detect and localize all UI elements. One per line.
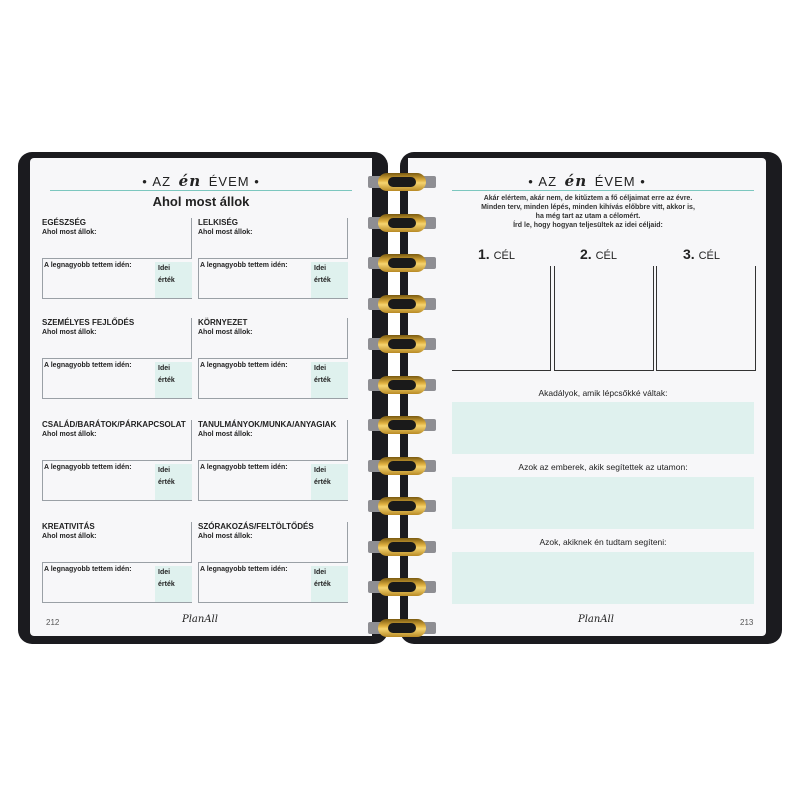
planall-logo: PlanAll — [182, 614, 218, 625]
yearly-value-line2: érték — [158, 277, 175, 284]
helped-label: Azok, akiknek én tudtam segíteni: — [539, 537, 667, 547]
box-vertical-line — [347, 218, 348, 258]
biggest-achievement-label: A legnagyobb tettem idén: — [44, 566, 132, 573]
area-title: EGÉSZSÉG — [42, 218, 87, 227]
spiral-ring — [368, 457, 436, 475]
goal-1-writing-area[interactable] — [452, 266, 551, 371]
current-state-label: Ahol most állok: — [198, 329, 253, 336]
area-box[interactable] — [42, 218, 192, 303]
yearly-value-line2: érték — [314, 479, 331, 486]
biggest-achievement-label: A legnagyobb tettem idén: — [44, 362, 132, 369]
yearly-value-line2: érték — [158, 377, 175, 384]
area-box[interactable] — [42, 522, 192, 607]
box-vertical-line — [347, 420, 348, 460]
current-state-label: Ahol most állok: — [42, 229, 97, 236]
current-state-label: Ahol most állok: — [198, 229, 253, 236]
current-state-label: Ahol most állok: — [42, 329, 97, 336]
yearly-value-cell[interactable] — [155, 566, 192, 602]
obstacles-label: Akadályok, amik lépcsőkké váltak: — [538, 388, 668, 398]
ring-gap — [388, 339, 416, 349]
box-bottom-line — [198, 602, 348, 603]
box-bottom-line — [198, 500, 348, 501]
helpers-writing-area[interactable] — [452, 477, 754, 529]
box-bottom-line — [42, 298, 192, 299]
spiral-ring — [368, 578, 436, 596]
goal-text: CÉL — [595, 250, 617, 262]
yearly-value-cell[interactable] — [311, 464, 348, 500]
box-divider — [42, 562, 192, 563]
box-bottom-line — [198, 398, 348, 399]
box-divider — [42, 358, 192, 359]
ring-gap — [388, 258, 416, 268]
right-page-header: • AZ én ÉVEM • — [528, 172, 646, 190]
yearly-value-line1: Idei — [158, 569, 171, 576]
box-divider — [42, 460, 192, 461]
spiral-ring — [368, 376, 436, 394]
goal-text: CÉL — [698, 250, 720, 262]
header-word-az: AZ — [538, 174, 558, 189]
box-divider — [198, 562, 348, 563]
header-word-en: én — [564, 172, 588, 190]
intro-line: ha még tart az utam a célomért. — [535, 213, 641, 220]
box-left-line — [42, 358, 43, 399]
box-vertical-line — [191, 218, 192, 258]
box-vertical-line — [347, 522, 348, 562]
yearly-value-line1: Idei — [158, 467, 171, 474]
box-left-line — [42, 460, 43, 501]
box-bottom-line — [42, 500, 192, 501]
ring-gap — [388, 623, 416, 633]
ring-gap — [388, 420, 416, 430]
yearly-value-cell[interactable] — [155, 362, 192, 398]
goal-number: 3. — [683, 246, 695, 262]
area-box[interactable] — [42, 420, 192, 505]
current-state-label: Ahol most állok: — [198, 431, 253, 438]
area-title: SZEMÉLYES FEJLŐDÉS — [42, 318, 135, 327]
box-divider — [198, 358, 348, 359]
goal-2-writing-area[interactable] — [554, 266, 654, 371]
intro-text — [448, 194, 728, 230]
area-box[interactable] — [198, 218, 348, 303]
yearly-value-line1: Idei — [314, 365, 327, 372]
spiral-ring — [368, 295, 436, 313]
yearly-value-cell[interactable] — [311, 362, 348, 398]
spiral-ring — [368, 497, 436, 515]
yearly-value-cell[interactable] — [155, 464, 192, 500]
goal-text: CÉL — [493, 250, 515, 262]
goal-2-label — [580, 246, 617, 262]
left-page-header: • AZ én ÉVEM • — [142, 172, 260, 190]
area-box[interactable] — [198, 318, 348, 403]
area-box[interactable] — [198, 420, 348, 505]
box-bottom-line — [42, 602, 192, 603]
biggest-achievement-label: A legnagyobb tettem idén: — [44, 262, 132, 269]
spiral-ring — [368, 214, 436, 232]
goal-1-label — [478, 246, 515, 262]
yearly-value-line2: érték — [158, 581, 175, 588]
box-vertical-line — [191, 420, 192, 460]
biggest-achievement-label: A legnagyobb tettem idén: — [200, 566, 288, 573]
area-title: KÖRNYEZET — [198, 318, 248, 327]
header-word-az: AZ — [152, 174, 172, 189]
box-left-line — [42, 258, 43, 299]
biggest-achievement-label: A legnagyobb tettem idén: — [200, 464, 288, 471]
area-title: KREATIVITÁS — [42, 522, 95, 531]
header-word-en: én — [178, 172, 202, 190]
header-word-evem: ÉVEM — [208, 174, 250, 189]
header-rule — [452, 190, 754, 191]
area-title: CSALÁD/BARÁTOK/PÁRKAPCSOLAT — [42, 420, 186, 429]
yearly-value-cell[interactable] — [155, 262, 192, 298]
yearly-value-cell[interactable] — [311, 566, 348, 602]
spiral-ring — [368, 173, 436, 191]
box-bottom-line — [42, 398, 192, 399]
page-subtitle: Ahol most állok — [152, 194, 250, 209]
box-bottom-line — [198, 298, 348, 299]
yearly-value-line2: érték — [314, 377, 331, 384]
box-left-line — [198, 562, 199, 603]
yearly-value-cell[interactable] — [311, 262, 348, 298]
header-rule — [50, 190, 352, 191]
area-title: TANULMÁNYOK/MUNKA/ANYAGIAK — [198, 420, 337, 429]
area-title: SZÓRAKOZÁS/FELTÖLTŐDÉS — [198, 522, 314, 531]
yearly-value-line2: érték — [314, 277, 331, 284]
box-vertical-line — [191, 318, 192, 358]
helped-writing-area[interactable] — [452, 552, 754, 604]
yearly-value-line1: Idei — [158, 365, 171, 372]
page-number: 213 — [740, 618, 754, 627]
yearly-value-line1: Idei — [314, 569, 327, 576]
ring-gap — [388, 501, 416, 511]
goal-number: 1. — [478, 246, 490, 262]
area-box[interactable] — [42, 318, 192, 403]
ring-gap — [388, 299, 416, 309]
left-page — [30, 158, 372, 636]
yearly-value-line2: érték — [158, 479, 175, 486]
biggest-achievement-label: A legnagyobb tettem idén: — [44, 464, 132, 471]
current-state-label: Ahol most állok: — [42, 533, 97, 540]
box-divider — [42, 258, 192, 259]
box-vertical-line — [191, 522, 192, 562]
ring-gap — [388, 582, 416, 592]
intro-line: Minden terv, minden lépés, minden kihívás előbbre vitt, akkor is, — [481, 204, 695, 211]
intro-line: Akár elértem, akár nem, de kitűztem a fő céljaimat erre az évre. — [483, 195, 693, 202]
yearly-value-line1: Idei — [158, 265, 171, 272]
goal-3-label — [683, 246, 720, 262]
yearly-value-line2: érték — [314, 581, 331, 588]
obstacles-writing-area[interactable] — [452, 402, 754, 454]
box-vertical-line — [347, 318, 348, 358]
box-left-line — [42, 562, 43, 603]
current-state-label: Ahol most állok: — [42, 431, 97, 438]
planall-logo: PlanAll — [578, 614, 614, 625]
spiral-ring — [368, 335, 436, 353]
ring-gap — [388, 461, 416, 471]
header-word-evem: ÉVEM — [594, 174, 636, 189]
goal-3-writing-area[interactable] — [656, 266, 756, 371]
page-number: 212 — [46, 618, 60, 627]
current-state-label: Ahol most állok: — [198, 533, 253, 540]
box-left-line — [198, 358, 199, 399]
ring-gap — [388, 380, 416, 390]
area-box[interactable] — [198, 522, 348, 607]
ring-gap — [388, 542, 416, 552]
ring-gap — [388, 218, 416, 228]
spiral-ring — [368, 416, 436, 434]
helpers-label: Azok az emberek, akik segítettek az utamon: — [518, 462, 688, 472]
right-page — [408, 158, 766, 636]
biggest-achievement-label: A legnagyobb tettem idén: — [200, 262, 288, 269]
spiral-ring — [368, 538, 436, 556]
spiral-ring — [368, 619, 436, 637]
spiral-ring — [368, 254, 436, 272]
area-title: LELKISÉG — [198, 218, 239, 227]
biggest-achievement-label: A legnagyobb tettem idén: — [200, 362, 288, 369]
box-left-line — [198, 460, 199, 501]
box-divider — [198, 460, 348, 461]
yearly-value-line1: Idei — [314, 265, 327, 272]
ring-gap — [388, 177, 416, 187]
box-left-line — [198, 258, 199, 299]
goal-number: 2. — [580, 246, 592, 262]
yearly-value-line1: Idei — [314, 467, 327, 474]
box-divider — [198, 258, 348, 259]
intro-line: Írd le, hogy hogyan teljesültek az idei céljaid: — [513, 222, 663, 229]
